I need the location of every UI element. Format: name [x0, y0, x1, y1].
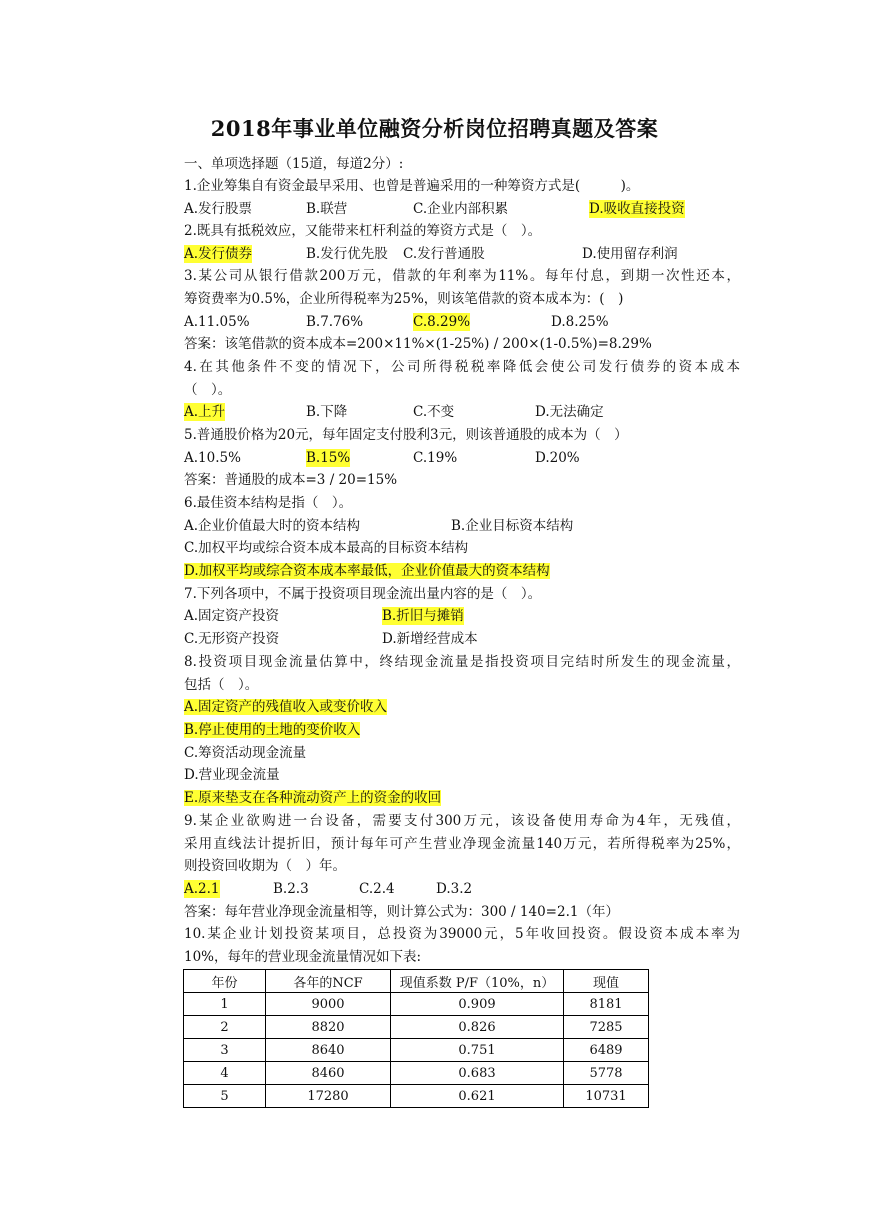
table-row — [184, 993, 649, 1016]
q7-option-c: C.无形资产投资 — [184, 631, 280, 647]
page-title: 2018年事业单位融资分析岗位招聘真题及答案 — [210, 116, 659, 141]
q5-option-b-answer: B.15% — [306, 450, 351, 466]
question-9-line-1: 9.某企业欲购进一台设备，需要支付300万元，该设备使用寿命为4年，无残值， — [184, 813, 740, 829]
question-3-line-2: 筹资费率为0.5%，企业所得税率为25%，则该笔借款的资本成本为：( ) — [184, 291, 624, 307]
q2-option-d: D.使用留存利润 — [582, 246, 678, 262]
question-4-line-1: 4.在其他条件不变的情况下，公司所得税税率降低会使公司发行债券的资本成本 — [184, 359, 740, 375]
question-9-line-2: 采用直线法计提折旧，预计每年可产生营业净现金流量140万元，若所得税率为25%， — [184, 836, 740, 852]
q8-option-a-answer: A.固定资产的残值收入或变价收入 — [184, 699, 388, 715]
q3-option-c-answer: C.8.29% — [413, 314, 471, 330]
cell-ncf: 8640 — [266, 1039, 391, 1062]
q7-option-a: A.固定资产投资 — [184, 608, 280, 624]
cell-pv-factor: 0.909 — [391, 993, 564, 1016]
question-5-answer: 答案：普通股的成本=3 / 20=15% — [184, 472, 398, 488]
question-3-answer: 答案：该笔借款的资本成本=200×11%×(1-25%) / 200×(1-0.5%)=8.29% — [184, 336, 652, 352]
cell-year: 3 — [184, 1039, 266, 1062]
question-9-answer: 答案：每年营业净现金流量相等，则计算公式为：300 / 140=2.1（年） — [184, 904, 619, 920]
question-3-line-1: 3.某公司从银行借款200万元，借款的年利率为11%。每年付息，到期一次性还本， — [184, 268, 740, 284]
table-row — [184, 1062, 649, 1085]
question-1: 1.企业筹集自有资金最早采用、也曾是普遍采用的一种筹资方式是( )。 — [184, 178, 640, 194]
q7-option-d: D.新增经营成本 — [382, 631, 478, 647]
cell-pv-factor: 0.751 — [391, 1039, 564, 1062]
q2-option-b: B.发行优先股 — [306, 246, 388, 262]
q3-option-d: D.8.25% — [551, 314, 609, 330]
q6-option-a: A.企业价值最大时的资本结构 — [184, 518, 361, 534]
question-4-line-2: （ ）。 — [184, 382, 232, 398]
q5-option-c: C.19% — [413, 450, 458, 466]
cell-pv-factor: 0.683 — [391, 1062, 564, 1085]
q1-option-d-answer: D.吸收直接投资 — [589, 201, 685, 217]
q1-option-a: A.发行股票 — [184, 201, 253, 217]
q8-option-c: C.筹资活动现金流量 — [184, 745, 307, 761]
table-header-row — [184, 970, 649, 993]
cell-present-value: 6489 — [564, 1039, 649, 1062]
q4-option-a-answer: A.上升 — [184, 404, 226, 420]
header-present-value: 现值 — [564, 970, 649, 993]
q4-option-b: B.下降 — [306, 404, 348, 420]
cell-pv-factor: 0.826 — [391, 1016, 564, 1039]
question-9-line-3: 则投资回收期为（ ）年。 — [184, 858, 346, 874]
q9-option-d: D.3.2 — [436, 881, 473, 897]
question-10-line-1: 10.某企业计划投资某项目，总投资为39000元，5年收回投资。假设资本成本率为 — [184, 926, 740, 942]
q1-option-c: C.企业内部积累 — [413, 201, 509, 217]
q5-option-a: A.10.5% — [184, 450, 241, 466]
question-10-line-2: 10%，每年的营业现金流量情况如下表: — [184, 949, 422, 965]
question-8-line-2: 包括（ ）。 — [184, 677, 259, 693]
table-row — [184, 1039, 649, 1062]
header-ncf: 各年的NCF — [266, 970, 391, 993]
cell-ncf: 8460 — [266, 1062, 391, 1085]
question-2: 2.既具有抵税效应，又能带来杠杆利益的筹资方式是（ ）。 — [184, 223, 542, 239]
table-row — [184, 1016, 649, 1039]
cell-ncf: 9000 — [266, 993, 391, 1016]
cell-present-value: 5778 — [564, 1062, 649, 1085]
q2-option-a-answer: A.发行债券 — [184, 246, 253, 262]
header-year: 年份 — [184, 970, 266, 993]
cell-present-value: 8181 — [564, 993, 649, 1016]
question-7: 7.下列各项中，不属于投资项目现金流出量内容的是（ ）。 — [184, 586, 542, 602]
question-5: 5.普通股价格为20元，每年固定支付股利3元，则该普通股的成本为（ ） — [184, 427, 628, 443]
q6-option-d-answer: D.加权平均或综合资本成本率最低，企业价值最大的资本结构 — [184, 563, 550, 579]
q5-option-d: D.20% — [535, 450, 580, 466]
q6-option-c: C.加权平均或综合资本成本最高的目标资本结构 — [184, 540, 469, 556]
q4-option-d: D.无法确定 — [535, 404, 604, 420]
q4-option-c: C.不变 — [413, 404, 455, 420]
question-6: 6.最佳资本结构是指（ ）。 — [184, 495, 353, 511]
header-pv-factor: 现值系数 P/F（10%，n） — [391, 970, 564, 993]
q8-option-d: D.营业现金流量 — [184, 767, 280, 783]
q8-option-b-answer: B.停止使用的土地的变价收入 — [184, 722, 361, 738]
npv-table — [183, 969, 649, 1108]
q6-option-b: B.企业目标资本结构 — [451, 518, 574, 534]
q1-option-b: B.联营 — [306, 201, 348, 217]
table-row — [184, 1085, 649, 1108]
q9-option-a-answer: A.2.1 — [184, 881, 220, 897]
cell-year: 4 — [184, 1062, 266, 1085]
q9-option-c: C.2.4 — [359, 881, 395, 897]
cell-pv-factor: 0.621 — [391, 1085, 564, 1108]
q8-option-e-answer: E.原来垫支在各种流动资产上的资金的收回 — [184, 790, 442, 806]
q3-option-b: B.7.76% — [306, 314, 364, 330]
cell-year: 5 — [184, 1085, 266, 1108]
q2-option-c: C.发行普通股 — [403, 246, 485, 262]
cell-year: 2 — [184, 1016, 266, 1039]
q9-option-b: B.2.3 — [273, 881, 309, 897]
cell-ncf: 8820 — [266, 1016, 391, 1039]
cell-ncf: 17280 — [266, 1085, 391, 1108]
cell-present-value: 10731 — [564, 1085, 649, 1108]
q3-option-a: A.11.05% — [184, 314, 250, 330]
cell-year: 1 — [184, 993, 266, 1016]
question-8-line-1: 8.投资项目现金流量估算中，终结现金流量是指投资项目完结时所发生的现金流量， — [184, 654, 740, 670]
q7-option-b-answer: B.折旧与摊销 — [382, 608, 464, 624]
cell-present-value: 7285 — [564, 1016, 649, 1039]
section-heading: 一、单项选择题（15道，每道2分）: — [184, 156, 404, 172]
